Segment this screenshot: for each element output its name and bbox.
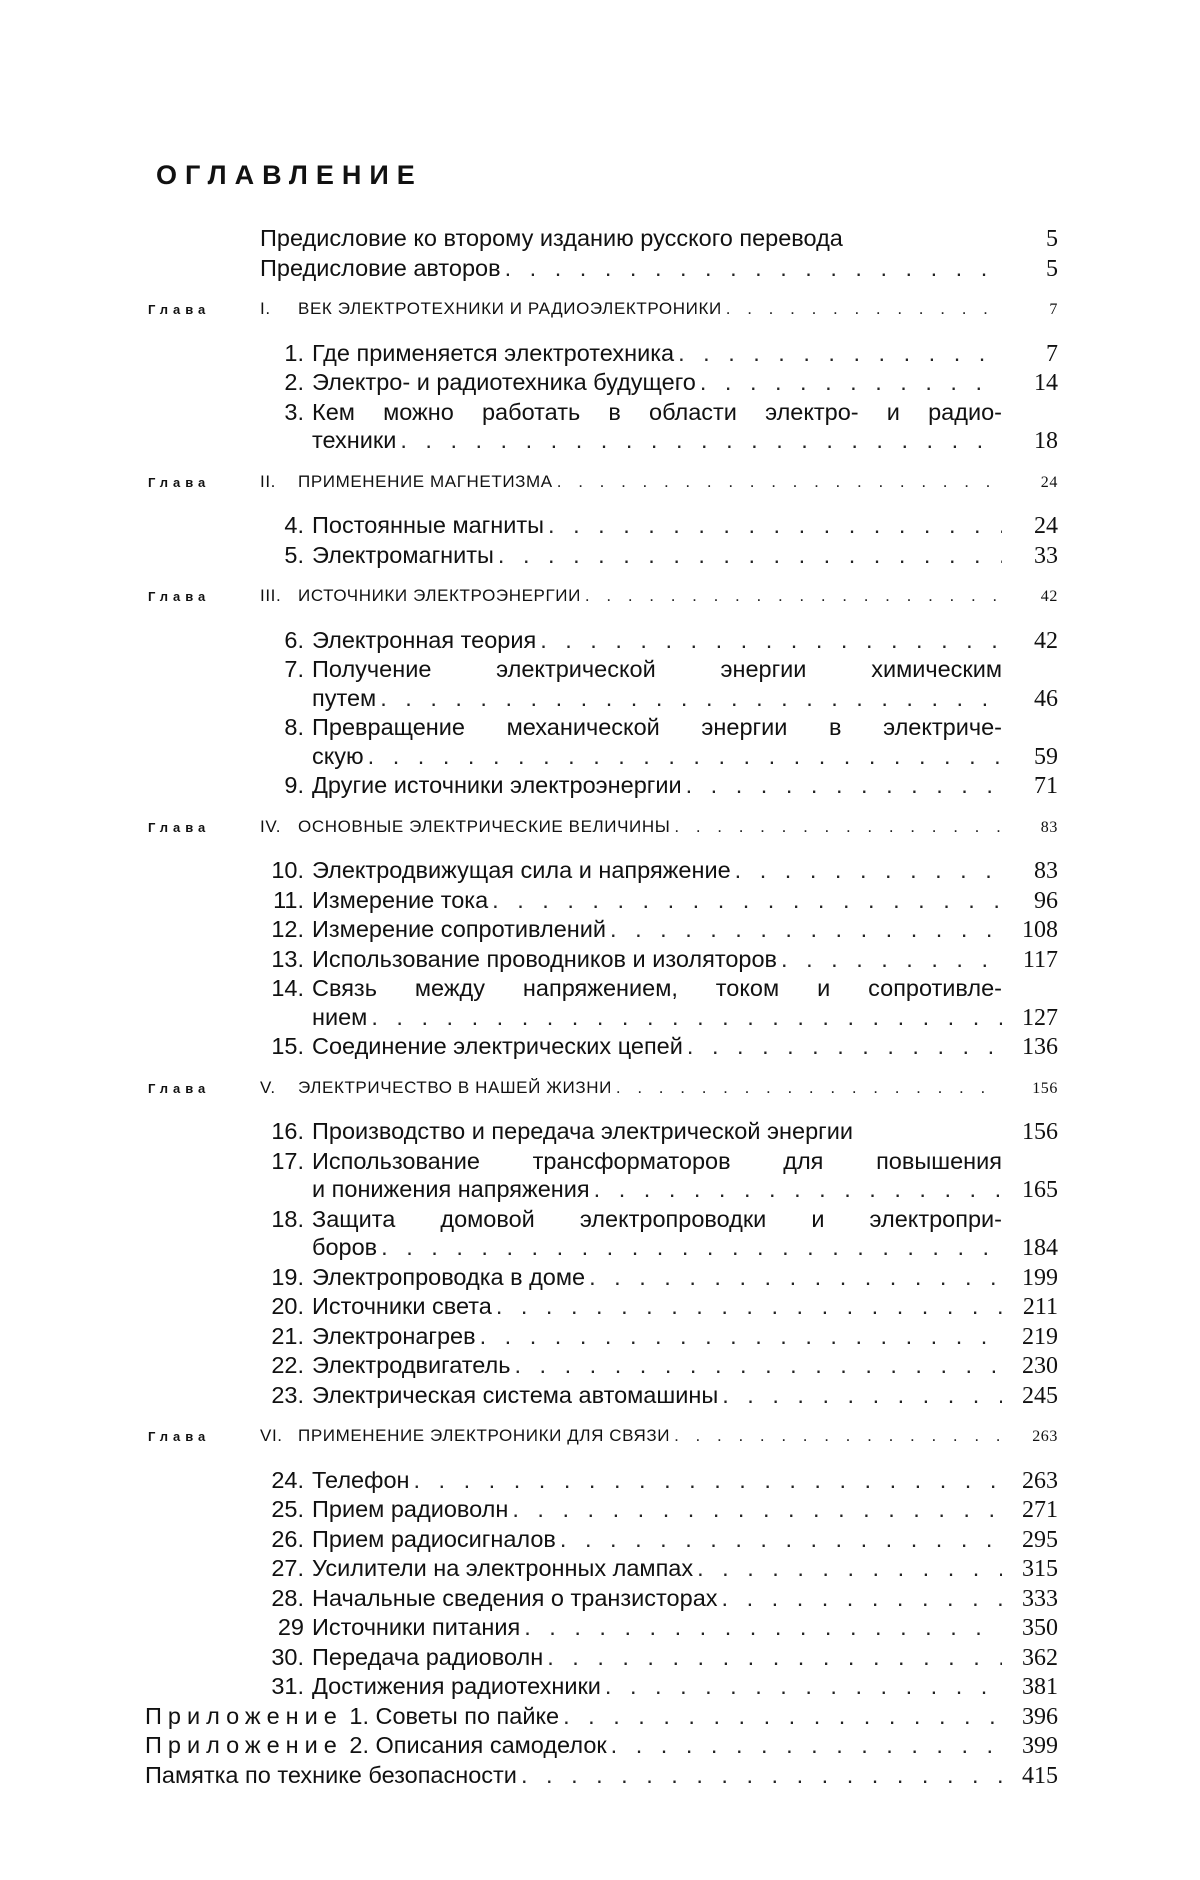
entry-body (145, 1702, 1002, 1731)
entry-body (312, 713, 1002, 742)
entry-text: Измерение тока (312, 886, 489, 913)
dot-leader (536, 626, 1002, 655)
entry-number: 12. (271, 916, 304, 942)
dot-leader (581, 582, 1002, 611)
page-number: 165 (1022, 1177, 1058, 1203)
entry-body (312, 1381, 1002, 1410)
dot-leader (476, 1322, 1002, 1351)
entry-number: 25. (271, 1496, 304, 1522)
entry-number: 20. (271, 1293, 304, 1319)
entry-body (312, 1147, 1002, 1176)
page-number: 42 (1034, 627, 1058, 654)
dot-leader (488, 886, 1002, 915)
entry-body (312, 1263, 1002, 1292)
entry-number: 7. (284, 656, 304, 682)
toc-entry (148, 1381, 1058, 1411)
toc-entry (148, 1032, 1058, 1062)
dot-leader (544, 511, 1002, 540)
entry-number: 14. (271, 975, 304, 1001)
entry-text: Другие источники электроэнергии (312, 772, 682, 798)
chapter-body (298, 1074, 1002, 1103)
dot-leader (693, 1554, 1002, 1583)
page-number: 117 (1022, 946, 1058, 973)
preface-entry (148, 224, 1058, 254)
entry-text: Передача радиоволн (312, 1643, 544, 1670)
chapter-number: II. (260, 471, 276, 491)
entry-body (312, 886, 1002, 915)
toc-entry (148, 1466, 1058, 1496)
toc-entry (148, 886, 1058, 916)
entry-body (312, 1003, 1002, 1032)
page-number: 184 (1022, 1235, 1058, 1261)
toc-entry-continuation (148, 742, 1058, 772)
chapter-heading (148, 295, 1058, 325)
entry-text: Начальные сведения о транзисторах (312, 1584, 718, 1611)
dot-leader (494, 541, 1002, 570)
entry-text: Источники света (312, 1293, 492, 1319)
entry-text-continuation: боров (312, 1234, 378, 1260)
page-title: ОГЛАВЛЕНИЕ (156, 160, 423, 190)
page-number: 350 (1022, 1615, 1058, 1641)
page-number: 156 (1022, 1119, 1058, 1145)
dot-leader (501, 254, 1002, 283)
page-number: 362 (1022, 1644, 1058, 1671)
page-number: 33 (1034, 542, 1058, 569)
entry-body (312, 742, 1002, 771)
page-number: 263 (1022, 1467, 1058, 1494)
page-number: 59 (1034, 743, 1058, 770)
chapter-heading (148, 468, 1058, 498)
entry-number: 28. (271, 1584, 304, 1611)
dot-leader (718, 1584, 1002, 1613)
toc-entry (148, 1613, 1058, 1643)
entry-body (312, 1466, 1002, 1495)
entry-body (312, 1175, 1002, 1204)
toc-entry-continuation (148, 426, 1058, 456)
entry-text: Электромагниты (312, 541, 494, 568)
entry-body (312, 339, 1002, 368)
chapter-heading (148, 813, 1058, 843)
chapter-label: Глава (148, 589, 211, 604)
toc-entry (148, 1351, 1058, 1381)
preface-entry (148, 254, 1058, 284)
dot-leader (606, 915, 1002, 944)
chapter-body (298, 468, 1002, 497)
entry-number: 30. (271, 1643, 304, 1670)
entry-number: 31. (271, 1673, 304, 1699)
page-number: 315 (1022, 1556, 1058, 1582)
dot-leader (682, 771, 1002, 800)
entry-body (145, 1761, 1002, 1790)
entry-body (312, 1205, 1002, 1234)
entry-body (145, 1731, 1002, 1760)
entry-text: Где применяется электротехника (312, 339, 675, 366)
toc-entry (148, 1672, 1058, 1702)
page-number: 136 (1022, 1034, 1058, 1060)
entry-number: 17. (271, 1147, 304, 1174)
entry-text: Электродвигатель (312, 1352, 511, 1378)
toc-entry (148, 626, 1058, 656)
entry-body (260, 254, 1002, 283)
dot-leader (607, 1731, 1002, 1760)
chapter-title: ЭЛЕКТРИЧЕСТВО В НАШЕЙ ЖИЗНИ (298, 1077, 612, 1097)
dot-leader (559, 1702, 1002, 1731)
chapter-label: Глава (148, 302, 211, 317)
entry-body (312, 1584, 1002, 1613)
entry-body (312, 1322, 1002, 1351)
dot-leader (364, 742, 1002, 771)
dot-leader (777, 945, 1002, 974)
page-number: 18 (1034, 428, 1058, 454)
chapter-heading (148, 1074, 1058, 1104)
entry-number: 2. (284, 369, 304, 395)
entry-body (312, 1292, 1002, 1321)
page-number: 7 (1049, 301, 1058, 318)
toc-entry (148, 655, 1058, 684)
dot-leader (590, 1175, 1002, 1204)
page-number: 46 (1034, 685, 1058, 712)
chapter-number: VI. (260, 1426, 283, 1445)
appendix-label: Приложение (145, 1702, 343, 1729)
page-number: 415 (1022, 1762, 1058, 1789)
entry-text-continuation: и понижения напряжения (312, 1176, 590, 1202)
page-number: 396 (1022, 1703, 1058, 1730)
entry-number: 15. (271, 1033, 304, 1059)
entry-number: 11. (273, 886, 304, 913)
chapter-body (298, 295, 1002, 324)
page-number: 211 (1022, 1294, 1058, 1320)
toc-entry-continuation (148, 1233, 1058, 1263)
entry-number: 16. (271, 1118, 304, 1144)
entry-number: 23. (271, 1381, 304, 1408)
entry-text: 1. Советы по пайке (349, 1702, 560, 1729)
page-number: 7 (1046, 340, 1058, 367)
chapter-title: ПРИМЕНЕНИЕ ЭЛЕКТРОНИКИ ДЛЯ СВЯЗИ (298, 1426, 671, 1445)
chapter-number: I. (260, 299, 271, 318)
page-number: 219 (1022, 1323, 1058, 1350)
entry-body (312, 1613, 1002, 1642)
entry-body (312, 1525, 1002, 1554)
dot-leader (543, 1643, 1002, 1672)
toc-entry-continuation (148, 1175, 1058, 1205)
toc-entry (148, 541, 1058, 571)
entry-number: 10. (271, 857, 304, 883)
chapter-label: Глава (148, 1429, 211, 1444)
entry-text: Прием радиоволн (312, 1496, 509, 1522)
chapter-number: III. (260, 586, 282, 605)
entry-text: Памятка по технике безопасности (145, 1761, 517, 1788)
page-number: 199 (1022, 1264, 1058, 1291)
entry-number: 27. (271, 1555, 304, 1581)
entry-text: Электропроводка в доме (312, 1263, 586, 1290)
toc-entry (148, 1643, 1058, 1673)
toc-entry (148, 1584, 1058, 1614)
chapter-title: ВЕК ЭЛЕКТРОТЕХНИКИ И РАДИОЭЛЕКТРОНИКИ (298, 299, 722, 318)
entry-body (312, 1554, 1002, 1583)
toc-entry (148, 856, 1058, 886)
entry-number: 5. (284, 541, 304, 568)
chapter-number: V. (260, 1077, 276, 1097)
dot-leader (511, 1351, 1003, 1380)
page-number: 399 (1022, 1733, 1058, 1759)
entry-text: Электродвижущая сила и напряжение (312, 857, 731, 883)
toc-entry (148, 915, 1058, 945)
entry-text: Связь между напряжением, током и сопротивле- (312, 975, 1002, 1001)
page-number: 230 (1022, 1353, 1058, 1379)
entry-body (312, 974, 1002, 1003)
dot-leader (718, 1381, 1002, 1410)
chapter-body (298, 1422, 1002, 1451)
entry-number: 3. (284, 398, 304, 425)
page-number: 24 (1034, 513, 1058, 539)
entry-text-continuation: нием (312, 1003, 368, 1030)
dot-leader (722, 295, 1002, 324)
toc-entry (148, 713, 1058, 742)
entry-body (312, 945, 1002, 974)
page-number: 42 (1040, 588, 1058, 605)
entry-text-continuation: путем (312, 684, 377, 711)
entry-text: Телефон (312, 1466, 410, 1493)
dot-leader (410, 1466, 1003, 1495)
entry-text: Кем можно работать в области электро- и радио- (312, 398, 1002, 425)
entry-body (260, 224, 1002, 253)
entry-text: Получение электрической энергии химическим (312, 656, 1002, 682)
entry-body (312, 1117, 1002, 1146)
dot-leader (683, 1032, 1002, 1061)
entry-number: 22. (271, 1352, 304, 1378)
table-of-contents (145, 224, 1058, 1790)
toc-entry (148, 945, 1058, 975)
chapter-heading (148, 1422, 1058, 1452)
entry-body (312, 511, 1002, 540)
toc-entry (148, 1263, 1058, 1293)
dot-leader (377, 1233, 1002, 1262)
appendix-entry (145, 1761, 1058, 1791)
appendix-entry (145, 1731, 1058, 1761)
entry-text: Предисловие авторов (260, 254, 501, 281)
entry-text: Усилители на электронных лампах (312, 1555, 694, 1581)
page-number: 156 (1032, 1079, 1058, 1097)
toc-entry-continuation (148, 684, 1058, 714)
entry-text: Электронная теория (312, 626, 537, 653)
entry-text: Предисловие ко второму изданию русского перевода (260, 225, 843, 251)
toc-entry (148, 1554, 1058, 1584)
dot-leader (585, 1263, 1002, 1292)
entry-text: Защита домовой электропроводки и электропри- (312, 1205, 1002, 1232)
appendix-label: Приложение (145, 1732, 343, 1758)
toc-entry (148, 1205, 1058, 1234)
page-number: 245 (1022, 1382, 1058, 1409)
dot-leader (674, 339, 1002, 368)
dot-leader (376, 684, 1002, 713)
chapter-title: ИСТОЧНИКИ ЭЛЕКТРОЭНЕРГИИ (298, 586, 581, 605)
toc-entry (148, 974, 1058, 1003)
toc-entry (148, 1117, 1058, 1147)
entry-number: 13. (271, 945, 304, 972)
dot-leader (367, 1003, 1002, 1032)
entry-number: 1. (284, 339, 304, 366)
entry-body (312, 626, 1002, 655)
entry-text: Источники питания (312, 1614, 521, 1640)
entry-number: 9. (284, 772, 304, 798)
chapter-heading (148, 582, 1058, 612)
dot-leader (517, 1761, 1002, 1790)
chapter-label: Глава (148, 1080, 211, 1096)
dot-leader (556, 1525, 1002, 1554)
entry-body (312, 1643, 1002, 1672)
entry-number: 4. (284, 512, 304, 538)
toc-entry (148, 368, 1058, 398)
page-number: 295 (1022, 1526, 1058, 1553)
dot-leader (612, 1074, 1002, 1103)
entry-text: Производство и передача электрической энергии (312, 1118, 853, 1144)
chapter-title: ПРИМЕНЕНИЕ МАГНЕТИЗМА (298, 471, 553, 491)
page-number: 24 (1040, 473, 1058, 491)
entry-body (312, 856, 1002, 885)
chapter-number: IV. (260, 816, 282, 836)
dot-leader (553, 468, 1002, 497)
entry-text: Превращение механической энергии в электриче- (312, 714, 1002, 740)
entry-body (312, 1233, 1002, 1262)
chapter-label: Глава (148, 474, 211, 490)
entry-body (312, 1495, 1002, 1524)
entry-text: Соединение электрических цепей (312, 1033, 683, 1059)
toc-entry-continuation (148, 1003, 1058, 1033)
toc-entry (148, 511, 1058, 541)
entry-body (312, 398, 1002, 427)
toc-entry (148, 1147, 1058, 1176)
chapter-title: ОСНОВНЫЕ ЭЛЕКТРИЧЕСКИЕ ВЕЛИЧИНЫ (298, 816, 671, 836)
dot-leader (396, 426, 1002, 455)
dot-leader (696, 368, 1002, 397)
toc-entry (148, 398, 1058, 427)
page-number: 108 (1022, 917, 1058, 943)
toc-entry (148, 339, 1058, 369)
page-number: 381 (1022, 1674, 1058, 1700)
dot-leader (670, 813, 1002, 842)
entry-number: 18. (271, 1205, 304, 1232)
entry-text: Использование проводников и изоляторов (312, 945, 778, 972)
page-number: 127 (1022, 1004, 1058, 1031)
entry-body (312, 771, 1002, 800)
entry-text-continuation: скую (312, 742, 364, 769)
dot-leader (520, 1613, 1002, 1642)
entry-number: 6. (284, 626, 304, 653)
toc-entry (148, 1292, 1058, 1322)
toc-entry (148, 771, 1058, 801)
entry-text: Достижения радиотехники (312, 1673, 601, 1699)
page-number: 83 (1034, 858, 1058, 884)
entry-number: 24. (271, 1466, 304, 1493)
entry-body (312, 1351, 1002, 1380)
dot-leader (508, 1495, 1002, 1524)
entry-body (312, 655, 1002, 684)
entry-text: Измерение сопротивлений (312, 916, 607, 942)
entry-number: 21. (271, 1322, 304, 1349)
entry-text: Постоянные магниты (312, 512, 545, 538)
page-number: 5 (1046, 226, 1058, 252)
page-number: 14 (1034, 370, 1058, 396)
page-number: 263 (1032, 1428, 1058, 1445)
entry-text: Электрическая система автомашины (312, 1381, 719, 1408)
entry-body (312, 368, 1002, 397)
page-number: 5 (1046, 255, 1058, 282)
page-number: 83 (1040, 818, 1058, 836)
page-number: 271 (1022, 1497, 1058, 1523)
toc-entry (148, 1322, 1058, 1352)
entry-text: Прием радиосигналов (312, 1525, 556, 1552)
entry-text: Электро- и радиотехника будущего (312, 369, 696, 395)
toc-entry (148, 1495, 1058, 1525)
dot-leader (492, 1292, 1002, 1321)
entry-number: 29 (277, 1614, 304, 1640)
entry-number: 8. (284, 714, 304, 740)
entry-body (312, 1672, 1002, 1701)
chapter-body (298, 582, 1002, 611)
toc-entry (148, 1525, 1058, 1555)
dot-leader (670, 1422, 1002, 1451)
entry-text: 2. Описания самоделок (349, 1732, 607, 1758)
entry-text: Использование трансформаторов для повышения (312, 1147, 1002, 1174)
page-number: 96 (1034, 887, 1058, 914)
appendix-entry (145, 1702, 1058, 1732)
dot-leader (601, 1672, 1002, 1701)
entry-body (312, 915, 1002, 944)
entry-body (312, 541, 1002, 570)
entry-text: Электронагрев (312, 1322, 476, 1349)
entry-text-continuation: техники (312, 427, 397, 453)
chapter-label: Глава (148, 819, 211, 835)
page-number: 333 (1022, 1585, 1058, 1612)
dot-leader (731, 856, 1002, 885)
page-number: 71 (1034, 773, 1058, 799)
chapter-body (298, 813, 1002, 842)
entry-body (312, 426, 1002, 455)
entry-body (312, 684, 1002, 713)
entry-number: 26. (271, 1525, 304, 1552)
entry-body (312, 1032, 1002, 1061)
entry-number: 19. (271, 1263, 304, 1290)
